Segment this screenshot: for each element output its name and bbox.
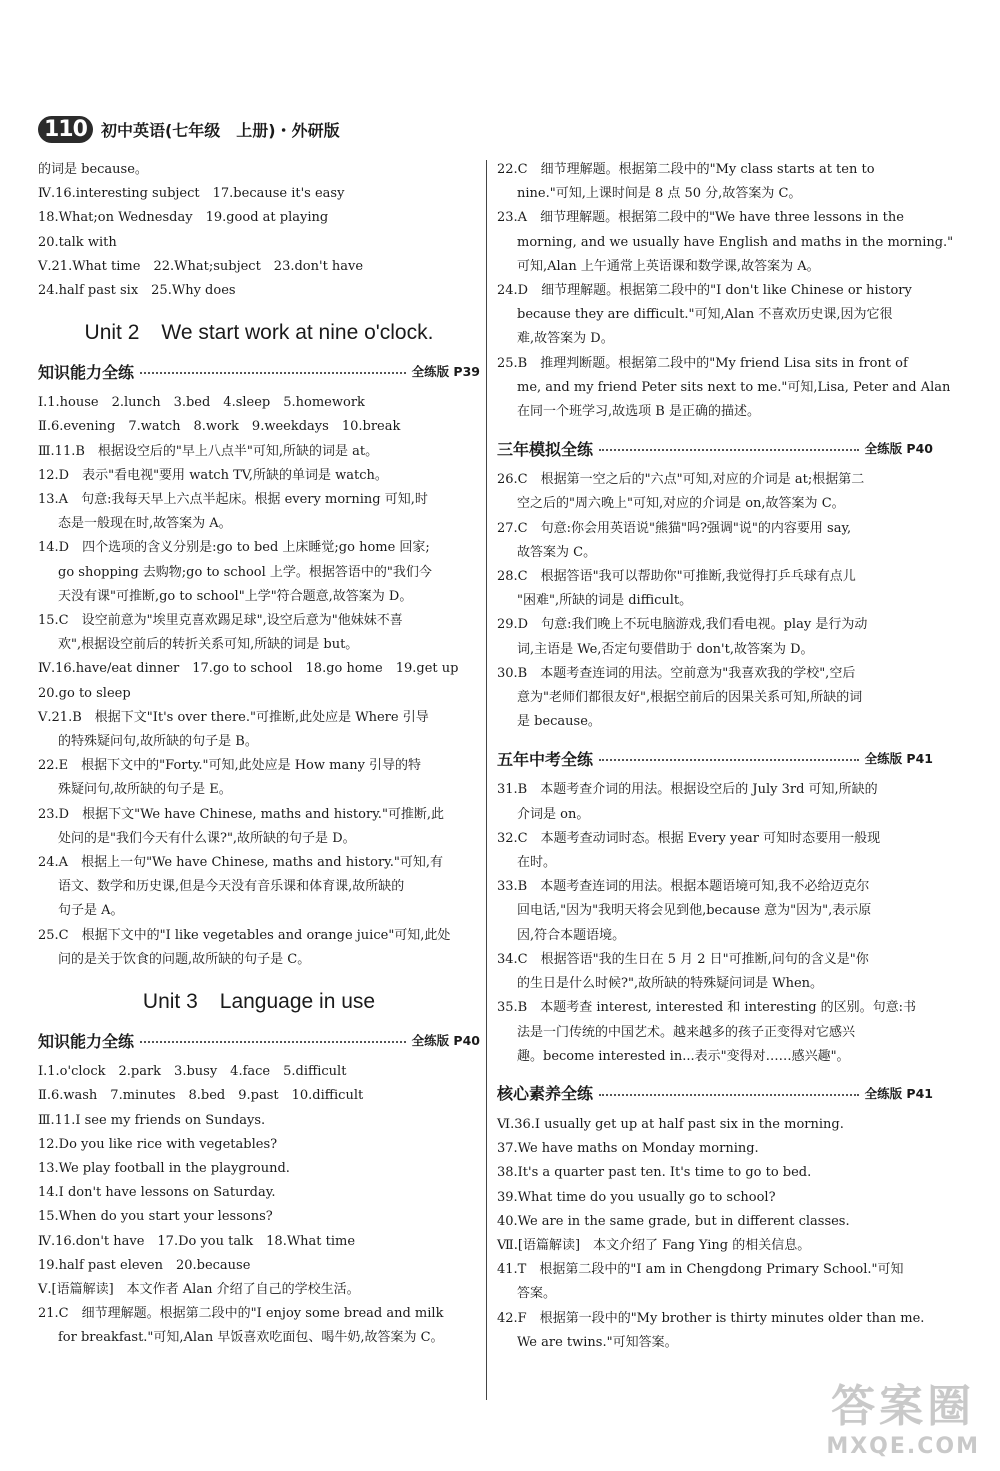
- answer-line: 38.It's a quarter past ten. It's time to go to bed.: [497, 1165, 812, 1181]
- left-column: [38, 158, 480, 1351]
- answer-continuation-line: morning, and we usually have English and maths in the morning.": [517, 234, 954, 250]
- answer-line: 40.We are in the same grade, but in different classes.: [497, 1213, 850, 1229]
- answer-line: Ⅲ.11.I see my friends on Sundays.: [38, 1112, 266, 1128]
- dotted-leader: [599, 1094, 859, 1096]
- answer-line: 27.C 句意:你会用英语说"熊猫"吗?强调"说"的内容要用 say,: [497, 520, 852, 536]
- unit-3-title: [38, 986, 480, 1018]
- section-header-unit3: [38, 1026, 480, 1054]
- answer-line: 13.We play football in the playground.: [38, 1160, 290, 1176]
- section-title: 三年模拟全练: [497, 439, 594, 459]
- wunian-answers: [497, 778, 933, 1068]
- dotted-leader: [140, 372, 406, 374]
- answer-line: Ⅴ.21.What time 22.What;subject 23.don't have: [38, 258, 364, 274]
- answer-continuation-line: go shopping 去购物;go to school 上学。根据答语中的"我们今: [58, 564, 432, 580]
- sannian-answers: [497, 468, 933, 734]
- answer-continuation-line: 问的是关于饮食的问题,故所缺的句子是 C。: [58, 951, 311, 967]
- answer-continuation-line: 在同一个班学习,故选项 B 是正确的描述。: [517, 404, 760, 420]
- answer-continuation-line: 的特殊疑问句,故所缺的句子是 B。: [58, 734, 258, 750]
- page-number: 110: [38, 116, 93, 143]
- unit3-answers: [38, 1060, 480, 1350]
- answer-continuation-line: 法是一门传统的中国艺术。越来越多的孩子正变得对它感兴: [517, 1024, 856, 1040]
- column-divider: [486, 160, 487, 1400]
- answer-line: 42.F 根据第一段中的"My brother is thirty minutes older than me.: [497, 1310, 925, 1326]
- answer-line: 32.C 本题考查动词时态。根据 Every year 可知时态要用一般现: [497, 830, 881, 846]
- answer-line: Ⅳ.16.interesting subject 17.because it's easy: [38, 186, 345, 202]
- unit-2-title: [38, 317, 480, 349]
- answer-line: 24.half past six 25.Why does: [38, 283, 236, 299]
- answer-continuation-line: 句子是 A。: [58, 903, 124, 919]
- answer-continuation-line: 在时。: [517, 855, 557, 871]
- answer-line: Ⅶ.[语篇解读] 本文介绍了 Fang Ying 的相关信息。: [497, 1237, 811, 1253]
- section-ref: 全练版 P41: [864, 1085, 933, 1101]
- answer-continuation-line: for breakfast."可知,Alan 早饭喜欢吃面包、喝牛奶,故答案为 C。: [58, 1330, 444, 1346]
- answer-line: Ⅱ.6.wash 7.minutes 8.bed 9.past 10.difficult: [38, 1088, 364, 1104]
- answer-continuation-line: me, and my friend Peter sits next to me."可知,Lisa, Peter and Alan: [517, 379, 951, 395]
- unit-label: Unit 3: [142, 990, 198, 1014]
- left-top-lines: [38, 158, 480, 303]
- book-title: 初中英语(七年级 上册)・外研版: [100, 120, 340, 140]
- answer-continuation-line: because they are difficult."可知,Alan 不喜欢历史课,因为它很: [517, 307, 893, 323]
- section-ref: 全练版 P39: [411, 364, 480, 380]
- answer-continuation-line: 处问的是"我们今天有什么课?",故所缺的句子是 D。: [58, 830, 356, 846]
- answer-continuation-line: 意为"老师们都很友好",根据空前后的因果关系可知,所缺的词: [517, 690, 863, 706]
- answer-continuation-line: 语文、数学和历史课,但是今天没有音乐课和体育课,故所缺的: [58, 879, 405, 895]
- section-ref: 全练版 P40: [864, 441, 933, 457]
- answer-continuation-line: 殊疑问句,故所缺的句子是 E。: [58, 782, 232, 798]
- answer-line: 30.B 本题考查连词的用法。空前意为"我喜欢我的学校",空后: [497, 665, 856, 681]
- answer-line: 12.D 表示"看电视"要用 watch TV,所缺的单词是 watch。: [38, 467, 388, 483]
- answer-line: 39.What time do you usually go to school?: [497, 1189, 776, 1205]
- section-title: 核心素养全练: [497, 1084, 594, 1104]
- answer-line: 12.Do you like rice with vegetables?: [38, 1136, 278, 1152]
- answer-line: Ⅱ.6.evening 7.watch 8.work 9.weekdays 10.break: [38, 419, 401, 435]
- answer-continuation-line: 空之后的"周六晚上"可知,对应的介词是 on,故答案为 C。: [517, 496, 845, 512]
- answer-continuation-line: 词,主语是 We,否定句要借助于 don't,故答案为 D。: [517, 641, 814, 657]
- answer-line: 25.C 根据下文中的"I like vegetables and orange juice"可知,此处: [38, 927, 451, 943]
- answer-line: 34.C 根据答语"我的生日在 5 月 2 日"可推断,问句的含义是"你: [497, 951, 869, 967]
- answer-line: Ⅰ.1.o'clock 2.park 3.busy 4.face 5.difficult: [38, 1064, 347, 1080]
- unit-label: Unit 2: [84, 321, 140, 345]
- section-header-hexin: [497, 1079, 933, 1107]
- answer-continuation-line: 难,故答案为 D。: [517, 331, 614, 347]
- answer-line: 19.half past eleven 20.because: [38, 1257, 251, 1273]
- section-ref: 全练版 P41: [864, 751, 933, 767]
- answer-continuation-line: 回电话,"因为"我明天将会见到他,because 意为"因为",表示原: [517, 903, 872, 919]
- answer-line: 21.C 细节理解题。根据第二段中的"I enjoy some bread and milk: [38, 1306, 444, 1322]
- watermark-logo-text: 答案圈: [831, 1381, 976, 1432]
- answer-line: 28.C 根据答语"我可以帮助你"可推断,我觉得打乒乓球有点儿: [497, 569, 856, 585]
- answer-continuation-line: 趣。become interested in...表示"变得对……感兴趣"。: [517, 1048, 850, 1064]
- right-column: [497, 158, 954, 1355]
- answer-line: 29.D 句意:我们晚上不玩电脑游戏,我们看电视。play 是行为动: [497, 617, 868, 633]
- answer-line: Ⅳ.16.have/eat dinner 17.go to school 18.go home 19.get up: [38, 661, 459, 677]
- answer-line: 13.A 句意:我每天早上六点半起床。根据 every morning 可知,时: [38, 492, 428, 508]
- answer-line: Ⅴ.21.B 根据下文"It's over there."可推断,此处应是 Where 引导: [38, 709, 429, 725]
- answer-line: 14.D 四个选项的含义分别是:go to bed 上床睡觉;go home 回家;: [38, 540, 430, 556]
- page-header: [38, 112, 340, 146]
- answer-line: 15.C 设空前意为"埃里克喜欢踢足球",设空后意为"他妹妹不喜: [38, 613, 403, 629]
- answer-line: 23.A 细节理解题。根据第二段中的"We have three lessons in the: [497, 210, 904, 226]
- answer-line: 25.B 推理判断题。根据第二段中的"My friend Lisa sits in front of: [497, 355, 908, 371]
- answer-line: 33.B 本题考查连词的用法。根据本题语境可知,我不必给迈克尔: [497, 879, 870, 895]
- answer-line: 31.B 本题考查介词的用法。根据设空后的 July 3rd 可知,所缺的: [497, 782, 878, 798]
- answer-continuation-line: 欢",根据设空前后的转折关系可知,所缺的词是 but。: [58, 637, 359, 653]
- answer-line: 18.What;on Wednesday 19.good at playing: [38, 210, 329, 226]
- answer-continuation-line: "困难",所缺的词是 difficult。: [517, 593, 693, 609]
- answer-continuation-line: We are twins."可知答案。: [517, 1334, 678, 1350]
- answer-line: Ⅰ.1.house 2.lunch 3.bed 4.sleep 5.homework: [38, 395, 365, 411]
- section-header-unit2: [38, 357, 480, 385]
- answer-line: 37.We have maths on Monday morning.: [497, 1141, 759, 1157]
- answer-line: Ⅴ.[语篇解读] 本文作者 Alan 介绍了自己的学校生活。: [38, 1281, 360, 1297]
- dotted-leader: [140, 1041, 406, 1043]
- section-header-wunian: [497, 744, 933, 772]
- answer-line: 24.D 细节理解题。根据第二段中的"I don't like Chinese or history: [497, 283, 912, 299]
- answer-line: 20.talk with: [38, 234, 117, 250]
- section-title: 知识能力全练: [38, 362, 135, 382]
- answer-line: 20.go to sleep: [38, 685, 131, 701]
- answer-continuation-line: 介词是 on。: [517, 806, 590, 822]
- answer-line: Ⅳ.16.don't have 17.Do you talk 18.What time: [38, 1233, 356, 1249]
- section-ref: 全练版 P40: [411, 1033, 480, 1049]
- watermark-url: MXQE.COM: [826, 1434, 980, 1459]
- answer-line: 24.A 根据上一句"We have Chinese, maths and history."可知,有: [38, 855, 444, 871]
- watermark: [826, 1370, 980, 1459]
- answer-continuation-line: 故答案为 C。: [517, 544, 597, 560]
- answer-continuation-line: 因,符合本题语境。: [517, 927, 626, 943]
- answer-line: 的词是 because。: [38, 162, 148, 177]
- hexin-answers: [497, 1113, 933, 1355]
- answer-continuation-line: 的生日是什么时候?",故所缺的特殊疑问词是 When。: [517, 976, 824, 992]
- unit2-answers: [38, 391, 480, 972]
- answer-continuation-line: 态是一般现在时,故答案为 A。: [58, 516, 232, 532]
- dotted-leader: [599, 449, 859, 451]
- answer-continuation-line: 可知,Alan 上午通常上英语课和数学课,故答案为 A。: [517, 258, 820, 274]
- dotted-leader: [599, 759, 859, 761]
- section-header-sannian: [497, 434, 933, 462]
- answer-continuation-line: 是 because。: [517, 714, 601, 730]
- answer-line: 14.I don't have lessons on Saturday.: [38, 1185, 276, 1201]
- right-top-lines: [497, 158, 954, 424]
- unit-subtitle: Language in use: [219, 990, 376, 1014]
- answer-line: Ⅵ.36.I usually get up at half past six in the morning.: [497, 1116, 844, 1132]
- answer-continuation-line: 答案。: [517, 1286, 557, 1302]
- answer-line: 22.C 细节理解题。根据第二段中的"My class starts at ten to: [497, 162, 875, 177]
- unit-subtitle: We start work at nine o'clock.: [161, 321, 434, 345]
- answer-line: 41.T 根据第二段中的"I am in Chengdong Primary School."可知: [497, 1262, 904, 1278]
- answer-line: 26.C 根据第一空之后的"六点"可知,对应的介词是 at;根据第二: [497, 472, 865, 488]
- section-title: 五年中考全练: [497, 749, 594, 769]
- answer-line: 35.B 本题考查 interest, interested 和 interesting 的区别。句意:书: [497, 1000, 917, 1016]
- answer-line: 23.D 根据下文"We have Chinese, maths and history."可推断,此: [38, 806, 445, 822]
- answer-line: 22.E 根据下文中的"Forty."可知,此处应是 How many 引导的特: [38, 758, 422, 774]
- answer-line: Ⅲ.11.B 根据设空后的"早上八点半"可知,所缺的词是 at。: [38, 443, 379, 459]
- answer-continuation-line: nine."可知,上课时间是 8 点 50 分,故答案为 C。: [517, 186, 802, 202]
- section-title: 知识能力全练: [38, 1031, 135, 1051]
- answer-continuation-line: 天没有课"可推断,go to school"上学"符合题意,故答案为 D。: [58, 588, 413, 604]
- answer-line: 15.When do you start your lessons?: [38, 1209, 273, 1225]
